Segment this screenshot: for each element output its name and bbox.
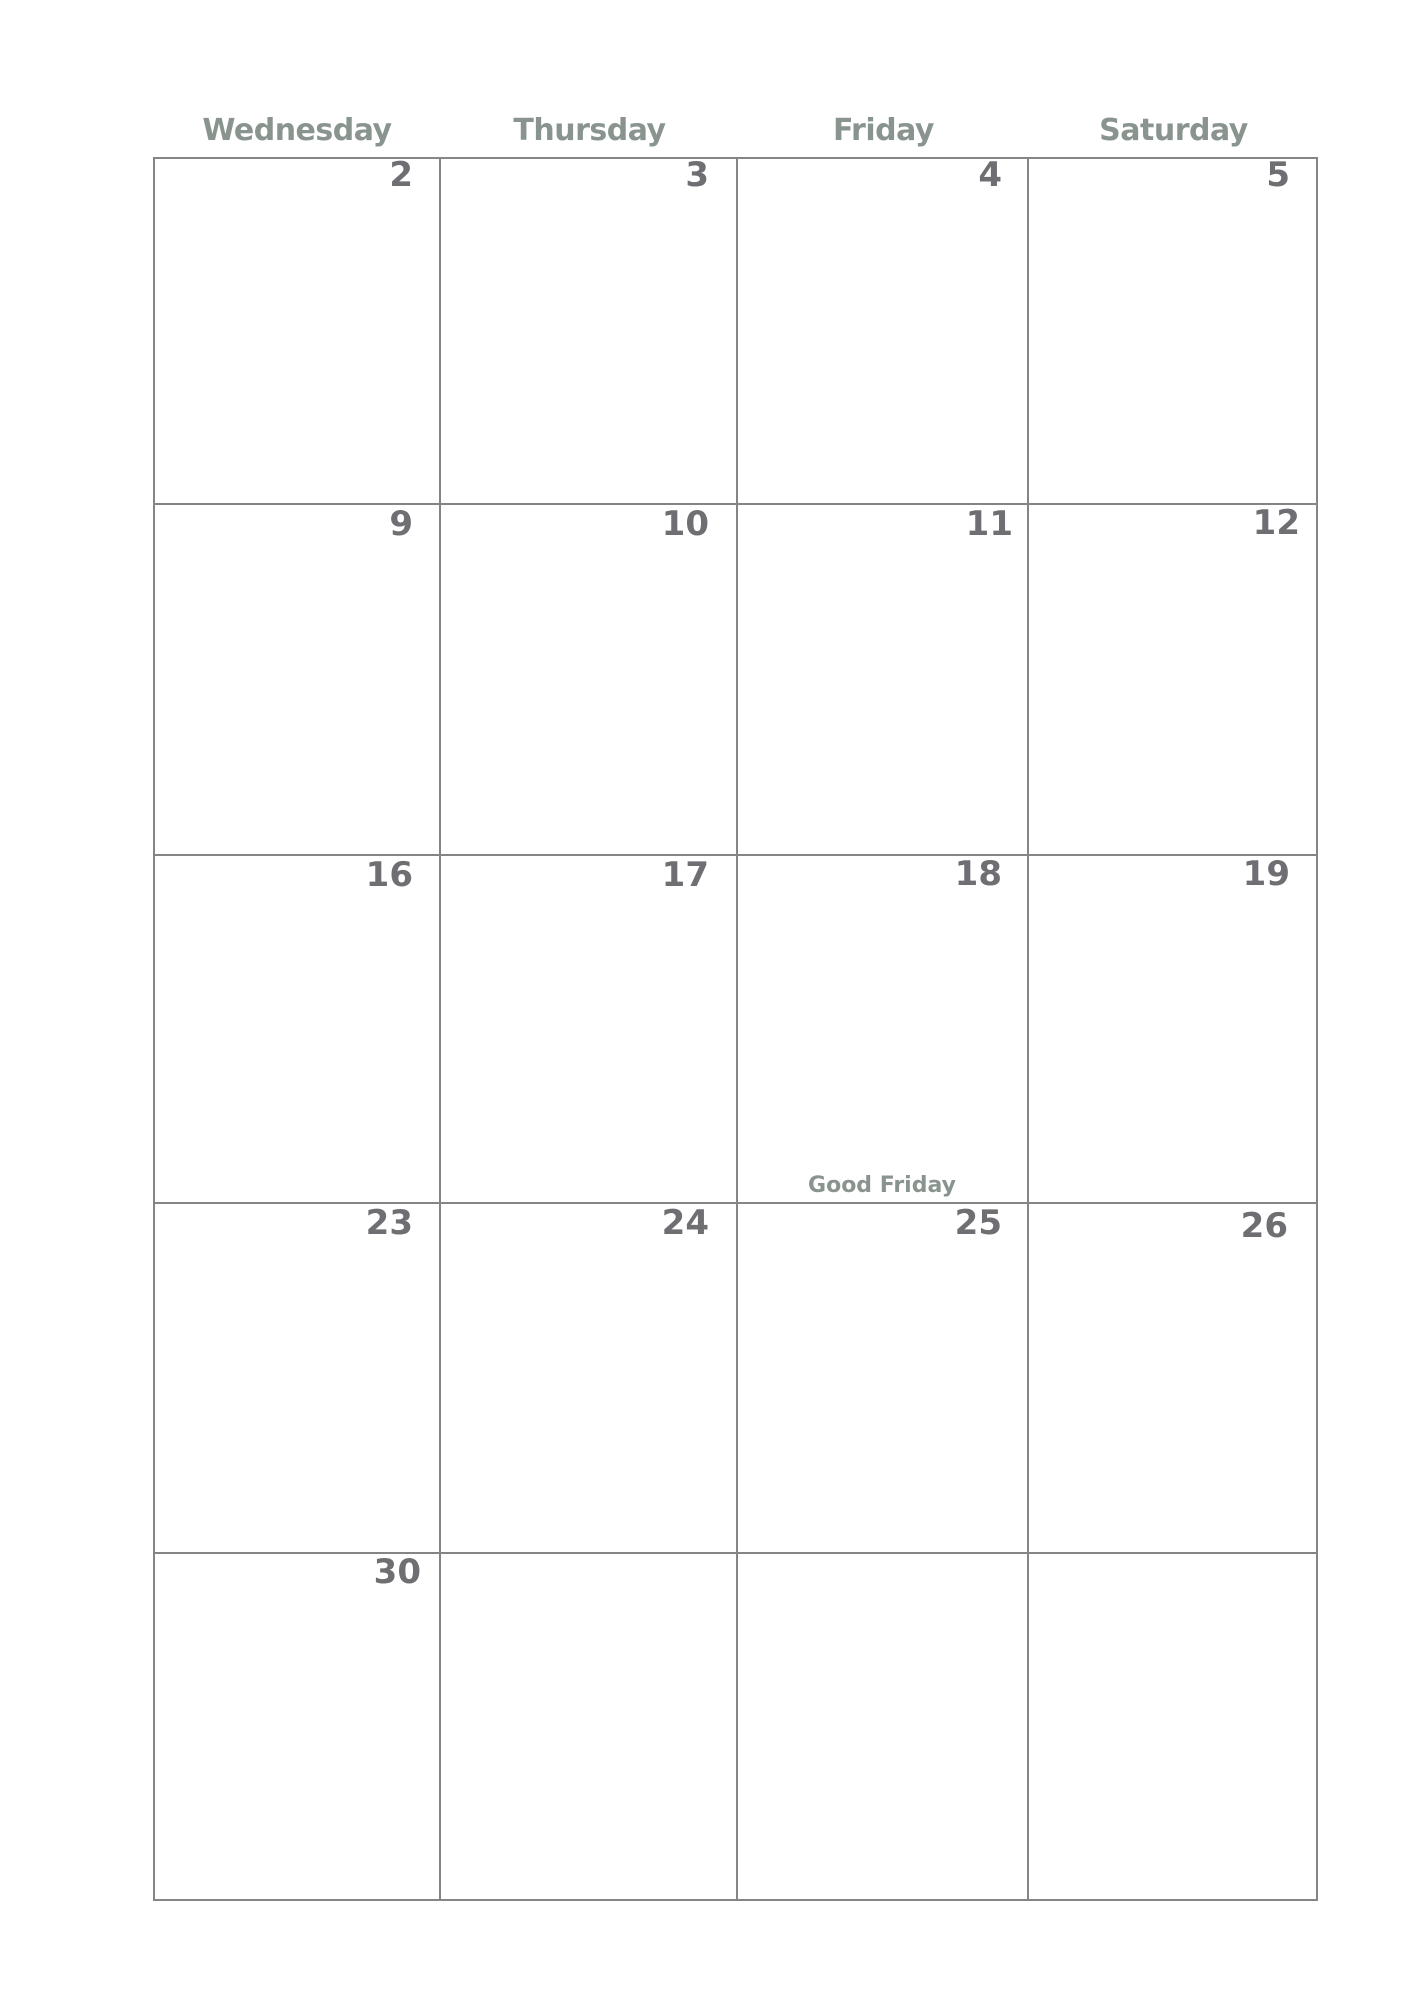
date-cell-number: 30 [373, 1552, 421, 1592]
weekday-header-friday: Friday [832, 113, 934, 148]
row-divider [153, 1552, 1318, 1555]
holiday-label-good-friday: Good Friday [808, 1173, 956, 1198]
date-cell-number: 18 [954, 854, 1002, 894]
date-cell-number: 17 [661, 855, 709, 895]
column-divider [1027, 157, 1030, 1901]
date-cell-number: 3 [685, 155, 709, 195]
date-cell-number: 12 [1252, 503, 1300, 543]
row-divider [153, 503, 1318, 506]
weekday-header-thursday: Thursday [513, 113, 666, 148]
date-cell-number: 16 [365, 855, 413, 895]
date-cell-number: 19 [1242, 854, 1290, 894]
date-cell-number: 2 [389, 155, 413, 195]
column-divider [439, 157, 442, 1901]
date-cell-number: 23 [365, 1203, 413, 1243]
weekday-header-saturday: Saturday [1099, 113, 1248, 148]
row-divider [153, 854, 1318, 857]
row-divider [153, 1202, 1318, 1205]
date-cell-number: 11 [965, 504, 1013, 544]
date-cell-number: 24 [661, 1203, 709, 1243]
date-cell-number: 5 [1266, 155, 1290, 195]
weekday-header-wednesday: Wednesday [202, 113, 392, 148]
date-cell-number: 9 [389, 504, 413, 544]
date-cell-number: 10 [661, 504, 709, 544]
date-cell-number: 4 [978, 155, 1002, 195]
date-cell-number: 26 [1240, 1206, 1288, 1246]
date-cell-number: 25 [954, 1203, 1002, 1243]
column-divider [736, 157, 739, 1901]
